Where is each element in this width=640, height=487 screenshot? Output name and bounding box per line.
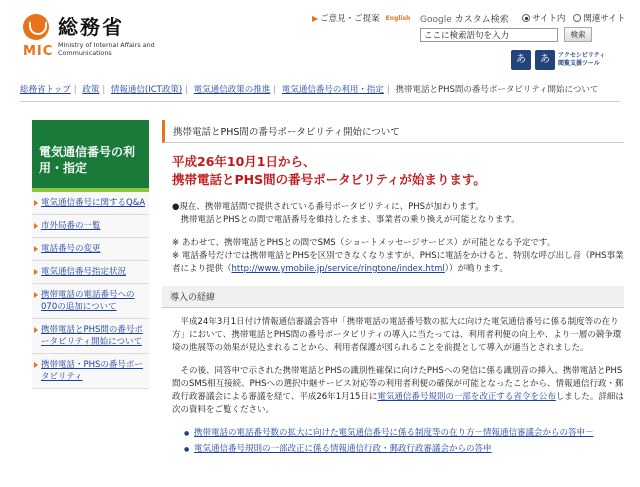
note-2 <box>172 250 624 276</box>
sidebar-item-qa[interactable]: 電気通信番号に関するQ&A <box>32 192 149 215</box>
ruby-tool-icon[interactable]: あ <box>511 50 531 70</box>
search-button[interactable]: 検索 <box>564 27 592 42</box>
breadcrumb-link[interactable]: 電気通信政策の推進 <box>193 85 271 95</box>
body-2-end: しました。詳細は次の資料をご覧ください。 <box>172 392 624 415</box>
body-paragraph-2 <box>172 365 624 417</box>
top-links <box>312 12 410 24</box>
headline-line-1: 平成26年10月1日から、 <box>172 154 316 169</box>
body-paragraph-1: 平成24年3月1日付け情報通信審議会答申「携帯電話の電話番号数の拡大に向けた電気通信番号に係る制度等の在り方」において、携帯電話とPHS間の番号ポータビリティの導入に当たっては、利用者利便の向上や、より一層の競争環境の進展等の効果が見込まれることから、利用者保護が図られることを前提として導入が適当とされました。 <box>172 317 622 353</box>
radio-related[interactable] <box>573 12 625 24</box>
main-content <box>162 120 624 459</box>
note-2-end: ））が鳴ります。 <box>444 264 508 274</box>
arrow-right-icon: ▶ <box>312 13 319 23</box>
feedback-label: ご意見・ご提案 <box>320 14 380 24</box>
logo-mic[interactable]: MIC <box>23 44 54 59</box>
search-scope <box>522 12 625 24</box>
sidebar <box>32 120 149 389</box>
section-heading: 導入の経緯 <box>162 286 624 308</box>
reference-link[interactable]: 携帯電話の電話番号数の拡大に向けた電気通信番号に係る制度等の在り方－情報通信審議会からの答申－ <box>194 428 594 438</box>
body-2-text: その後、同答申で示された携帯電話とPHSの識別性確保に向けたPHSへの発信に係る識別音の挿入、携帯電話とPHS間のSMS相互接続、PHSへの選択中継サービス対応等の利用者利便の確保が可能となったことから、情報通信行政・郵政行政審議会による審議を経て、平成26年1月15日に <box>172 366 624 402</box>
breadcrumb-link[interactable]: 電気通信番号の利用・指定 <box>281 85 384 95</box>
sidebar-item-mnp-phs[interactable]: 携帯電話とPHS間の番号ポータビリティ開始について <box>32 319 149 354</box>
radio-unchecked-icon[interactable] <box>573 14 581 22</box>
breadcrumb-separator: | <box>386 85 390 95</box>
list-item <box>184 427 624 440</box>
site-header <box>0 0 640 82</box>
page-title: 携帯電話とPHS間の番号ポータビリティ開始について <box>162 120 624 143</box>
google-logo: Google <box>420 15 452 25</box>
sidebar-item-area-codes[interactable]: 市外局番の一覧 <box>32 215 149 238</box>
custom-search-label: カスタム検索 <box>454 15 509 25</box>
summary-line-1: ●現在、携帯電話間で提供されている番号ポータビリティに、PHSが加わります。 <box>172 202 484 212</box>
ringtone-link[interactable]: http://www.ymobile.jp/service/ringtone/index.html <box>231 264 445 274</box>
notes-paragraph <box>172 237 624 276</box>
radio-site-label: サイト内 <box>532 14 566 24</box>
search-input[interactable] <box>420 28 558 42</box>
list-item <box>184 443 624 456</box>
radio-related-label: 関連サイト <box>583 14 626 24</box>
accessibility-tool-label[interactable] <box>558 52 605 68</box>
breadcrumb-link[interactable]: 総務省トップ <box>20 85 71 95</box>
summary-paragraph <box>172 201 624 227</box>
tool-label-line-1: アクセシビリティ <box>558 52 606 59</box>
english-link[interactable]: English <box>385 14 411 22</box>
audio-tool-icon[interactable]: あ <box>535 50 555 70</box>
sidebar-item-assignment-status[interactable]: 電気通信番号指定状況 <box>32 261 149 284</box>
headline <box>172 153 624 189</box>
sidebar-item-070[interactable]: 携帯電話の電話番号への070の追加について <box>32 284 149 319</box>
summary-line-2: 携帯電話とPHSとの間で電話番号を維持したまま、事業者の乗り換えが可能となります。 <box>180 215 520 225</box>
search-brand <box>420 12 509 25</box>
sidebar-item-mnp[interactable]: 携帯電話・PHSの番号ポータビリティ <box>32 354 149 389</box>
breadcrumb-link[interactable]: 情報通信(ICT政策) <box>110 85 183 95</box>
radio-checked-icon[interactable] <box>522 14 530 22</box>
mic-logo-icon[interactable] <box>23 14 49 40</box>
radio-site[interactable] <box>522 12 565 24</box>
headline-line-2: 携帯電話とPHS間の番号ポータビリティが始まります。 <box>172 172 486 187</box>
logo-kanji[interactable]: 総務省 <box>58 15 124 39</box>
note-2-text: ※ 電話番号だけでは携帯電話とPHSを区別できなくなりますが、PHSに電話をかけると、特別な呼び出し音（PHS事業者により提供（ <box>172 251 624 274</box>
reference-link[interactable]: 電気通信番号規則の一部改正に係る情報通信行政・郵政行政審議会からの答申 <box>194 444 492 454</box>
logo-english-name: Ministry of Internal Affairs and Communications <box>58 41 155 57</box>
breadcrumb-separator: | <box>73 85 77 95</box>
note-1: ※ あわせて、携帯電話とPHSとの間でSMS（ショートメッセージサービス）が可能となる予定です。 <box>172 238 556 248</box>
breadcrumb-link[interactable]: 政策 <box>82 85 100 95</box>
breadcrumb-separator: | <box>185 85 189 95</box>
sidebar-item-number-change[interactable]: 電話番号の変更 <box>32 238 149 261</box>
breadcrumb <box>20 84 620 102</box>
tool-label-line-2: 閲覧支援ツール <box>558 60 600 67</box>
breadcrumb-separator: | <box>273 85 277 95</box>
reference-list <box>184 427 624 456</box>
breadcrumb-separator: | <box>102 85 106 95</box>
sidebar-title: 電気通信番号の利用・指定 <box>32 120 149 192</box>
ordinance-link[interactable]: 電気通信番号規則の一部を改正する省令を公布 <box>377 392 556 402</box>
feedback-link[interactable] <box>312 12 380 24</box>
breadcrumb-current: 携帯電話とPHS間の番号ポータビリティ開始について <box>395 85 599 95</box>
